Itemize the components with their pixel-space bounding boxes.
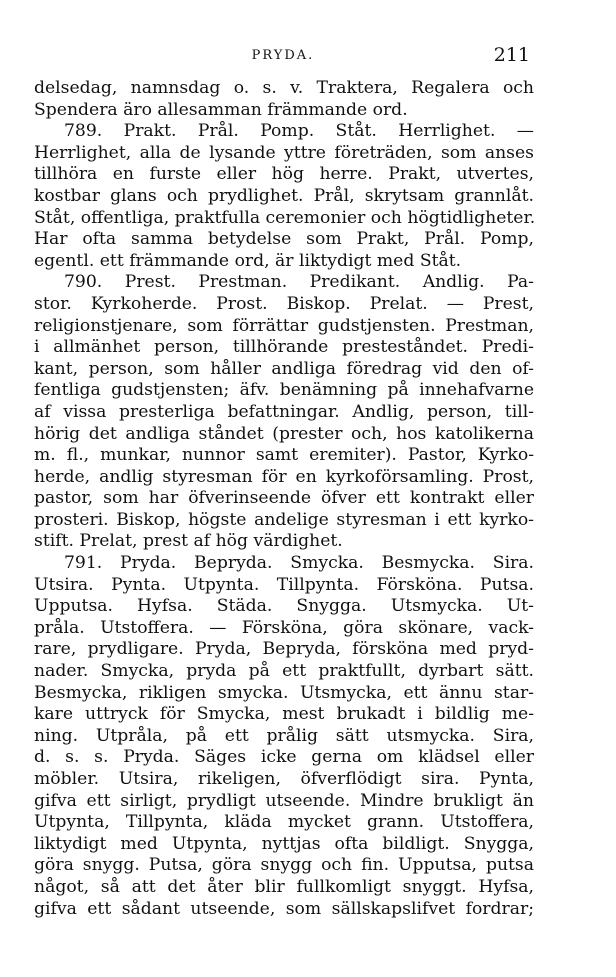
text-line: rare, prydligare. Pryda, Bepryda, försköna med pryd-: [34, 639, 534, 660]
page-header: [36, 44, 530, 68]
text-line: göra snygg. Putsa, göra snygg och fin. Upputsa, putsa: [34, 855, 534, 876]
text-line: Besmycka, rikligen smycka. Utsmycka, ett ännu star-: [34, 682, 534, 703]
text-line: herde, andlig styresman för en kyrkoförsamling. Prost,: [34, 466, 534, 487]
text-line: Ståt, offentliga, praktfulla ceremonier och högtidligheter.: [34, 207, 536, 228]
text-line: fentliga gudstjensten; äfv. benämning på innehafvarne: [34, 380, 534, 401]
text-line: egentl. ett främmande ord, är liktydigt med Ståt.: [34, 250, 462, 271]
text-line: kare uttryck för Smycka, mest brukadt i bildlig me-: [34, 704, 534, 725]
text-line: hörig det andliga ståndet (prester och, hos katolikerna: [34, 423, 534, 444]
text-line: delsedag, namnsdag o. s. v. Traktera, Regalera och: [34, 78, 534, 98]
entry-heading-line: 789. Prakt. Prål. Pomp. Ståt. Herrlighet. —: [64, 121, 534, 142]
text-line: af vissa presterliga befattningar. Andlig, person, till-: [34, 401, 534, 422]
text-line: prosteri. Biskop, högste andelige styresman i ett kyrko-: [34, 509, 534, 530]
text-line: stift. Prelat, prest af hög värdighet.: [34, 531, 343, 552]
text-line: kant, person, som håller andliga föredrag vid den of-: [34, 358, 534, 379]
text-line: m. fl., munkar, nunnor samt eremiter). Pastor, Kyrko-: [34, 445, 534, 466]
text-line: pråla. Utstoffera. — Försköna, göra skönare, vack-: [34, 617, 534, 638]
entry-heading-line: 791. Pryda. Bepryda. Smycka. Besmycka. Sira.: [64, 553, 534, 574]
entry-heading-line: Utsira. Pynta. Utpynta. Tillpynta. Försköna. Putsa.: [34, 574, 534, 595]
entry-heading-line: Upputsa. Hyfsa. Städa. Snygga. Utsmycka. Ut-: [34, 596, 534, 617]
text-line: något, så att det åter blir fullkomligt snyggt. Hyfsa,: [34, 876, 534, 897]
running-head: PRYDA.: [251, 48, 315, 63]
text-line: gifva ett sådant utseende, som sällskapslifvet fordrar;: [34, 898, 534, 919]
entry-heading-line: 790. Prest. Prestman. Predikant. Andlig. Pa-: [64, 272, 534, 293]
text-line: möbler. Utsira, rikeligen, öfverflödigt sira. Pynta,: [34, 769, 534, 789]
text-line: d. s. s. Pryda. Säges icke gerna om klädsel eller: [34, 747, 534, 768]
text-line: Har ofta samma betydelse som Prakt, Prål. Pomp,: [34, 229, 534, 250]
text-line: Utpynta, Tillpynta, kläda mycket grann. Utstoffera,: [34, 812, 534, 833]
text-line: Herrlighet, alla de lysande yttre företräden, som anses: [34, 142, 534, 163]
body-text: [34, 78, 534, 920]
text-line: gifva ett sirligt, prydligt utseende. Mindre brukligt än: [34, 790, 534, 811]
entry-heading-line: stor. Kyrkoherde. Prost. Biskop. Prelat. — Prest,: [34, 293, 534, 314]
text-line: kostbar glans och prydlighet. Prål, skrytsam grannlåt.: [34, 185, 534, 206]
page-number: 211: [493, 44, 530, 66]
text-line: tillhöra en furste eller hög herre. Prakt, utvertes,: [34, 164, 534, 185]
text-line: ning. Utpråla, på ett prålig sätt utsmycka. Sira,: [34, 725, 534, 746]
text-line: Spendera äro allesamman främmande ord.: [34, 99, 408, 120]
text-line: liktydigt med Utpynta, nyttjas ofta bildligt. Snygga,: [34, 833, 534, 854]
text-line: pastor, som har öfverinseende öfver ett kontrakt eller: [34, 488, 534, 509]
text-line: religionstjenare, som förrättar gudstjensten. Prestman,: [34, 315, 534, 336]
text-line: i allmänhet person, tillhörande presteståndet. Predi-: [34, 337, 534, 358]
text-line: nader. Smycka, pryda på ett praktfullt, dyrbart sätt.: [34, 661, 534, 682]
